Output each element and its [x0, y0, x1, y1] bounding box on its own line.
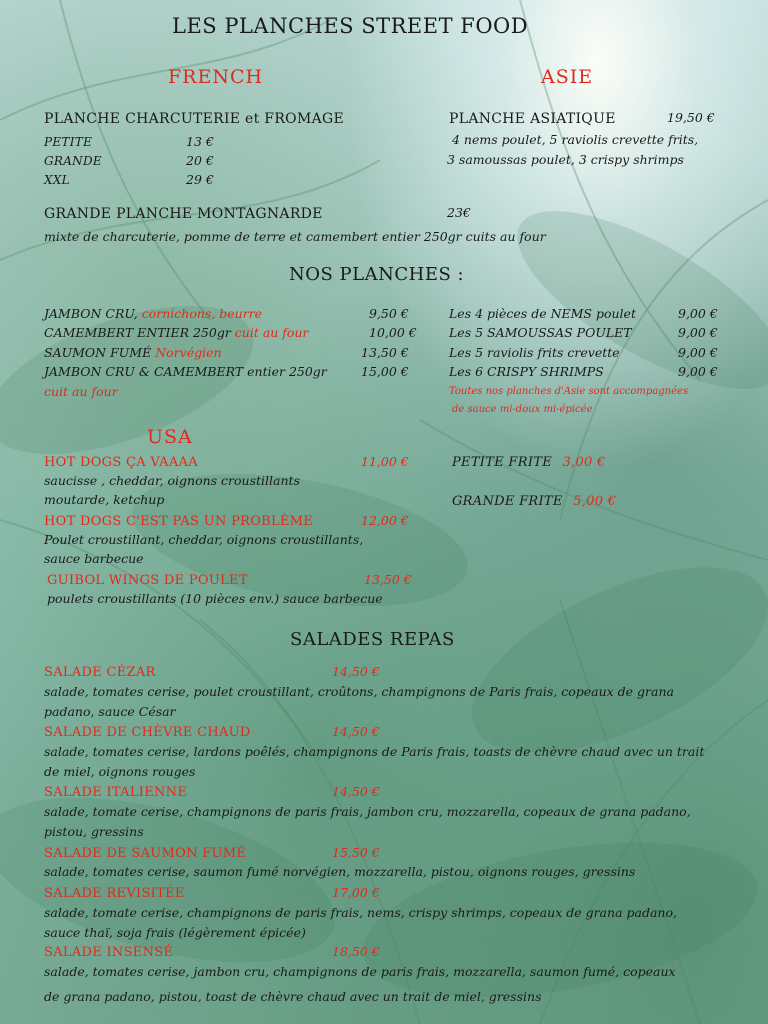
usa-item-name: HOT DOGS C'EST PAS UN PROBLÈME	[44, 514, 314, 529]
planche-item-price: 9,50 €	[369, 306, 409, 321]
planche-item-price: 10,00 €	[369, 325, 417, 340]
usa-item-desc: Poulet croustillant, cheddar, oignons croustillants,	[44, 532, 364, 547]
side-item-name: GRANDE FRITE	[452, 494, 563, 509]
nos-planches-heading: NOS PLANCHES :	[289, 264, 465, 285]
salade-name: SALADE REVISITÉE	[44, 886, 185, 901]
usa-heading: USA	[147, 426, 193, 448]
usa-item-price: 12,00 €	[361, 513, 409, 528]
asie-planche-name: PLANCHE ASIATIQUE	[449, 111, 616, 127]
salade-price: 17,00 €	[332, 885, 380, 900]
usa-item-desc: sauce barbecue	[44, 551, 144, 566]
usa-item-price: 13,50 €	[364, 572, 412, 587]
salade-desc: pistou, gressins	[44, 824, 144, 839]
asian-planche-price: 9,00 €	[678, 306, 718, 321]
salade-desc: de grana padano, pistou, toast de chèvre chaud avec un trait de miel, gressins	[44, 989, 542, 1004]
salade-name: SALADE DE CHÈVRE CHAUD	[44, 725, 251, 740]
salade-desc: salade, tomate cerise, champignons de paris frais, jambon cru, mozzarella, copeaux de grana padano,	[44, 804, 691, 819]
usa-item-desc: saucisse , cheddar, oignons croustillants	[44, 473, 300, 488]
salade-desc: salade, tomates cerise, jambon cru, champignons de paris frais, mozzarella, saumon fumé, copeaux	[44, 964, 676, 979]
planche-item-price: 15,00 €	[361, 364, 409, 379]
side-item-price: 5,00 €	[573, 494, 617, 509]
charcuterie-name: PLANCHE CHARCUTERIE et FROMAGE	[44, 111, 344, 127]
salade-price: 18,50 €	[332, 944, 380, 959]
planche-item-extra: cuit au four	[230, 325, 309, 340]
asian-planche-name: Les 4 pièces de NEMS poulet	[449, 306, 636, 321]
montagnarde-desc: mixte de charcuterie, pomme de terre et camembert entier 250gr cuits au four	[44, 229, 546, 244]
size-price: 20 €	[186, 153, 214, 168]
salade-price: 14,50 €	[332, 784, 380, 799]
planche-item-name: JAMBON CRU,	[44, 306, 138, 321]
asian-planche-name: Les 5 SAMOUSSAS POULET	[449, 325, 632, 340]
planche-item	[44, 366, 327, 379]
planche-item	[44, 327, 309, 340]
montagnarde-price: 23€	[447, 205, 471, 220]
salade-desc: salade, tomates cerise, lardons poêlés, champignons de Paris frais, toasts de chèvre chaud avec un trait	[44, 744, 705, 759]
usa-item-name: GUIBOL WINGS DE POULET	[47, 573, 248, 588]
salade-name: SALADE CÉZAR	[44, 665, 156, 680]
size-label: GRANDE	[44, 154, 102, 168]
side-item-price: 3,00 €	[562, 455, 606, 470]
side-item	[452, 495, 616, 508]
salade-desc: salade, tomate cerise, champignons de paris frais, nems, crispy shrimps, copeaux de grana padano,	[44, 905, 677, 920]
salades-heading: SALADES REPAS	[290, 629, 455, 650]
planche-item	[44, 308, 262, 321]
usa-item-price: 11,00 €	[361, 454, 409, 469]
asie-desc-line-1: 4 nems poulet, 5 raviolis crevette frits,	[452, 132, 699, 147]
french-heading: FRENCH	[168, 66, 264, 88]
asian-planche-price: 9,00 €	[678, 345, 718, 360]
menu-title: LES PLANCHES STREET FOOD	[172, 14, 529, 38]
planche-item-name: SAUMON FUMÉ	[44, 345, 152, 360]
planche-item-price: 13,50 €	[361, 345, 409, 360]
salade-price: 14,50 €	[332, 664, 380, 679]
side-item-name: PETITE FRITE	[452, 455, 553, 470]
salade-name: SALADE DE SAUMON FUMÉ	[44, 846, 247, 861]
size-price: 29 €	[186, 172, 214, 187]
planche-item-name: CAMEMBERT ENTIER 250gr	[44, 325, 231, 340]
usa-item-desc: moutarde, ketchup	[44, 492, 165, 507]
salade-desc: salade, tomates cerise, saumon fumé norvégien, mozzarella, pistou, oignons rouges, gressins	[44, 864, 636, 879]
asie-note-line-1: Toutes nos planches d'Asie sont accompagnées	[449, 386, 689, 397]
asie-heading: ASIE	[541, 66, 594, 88]
asie-note-line-2: de sauce mi-doux mi-épicée	[452, 404, 593, 415]
size-label: PETITE	[44, 135, 93, 149]
montagnarde-name: GRANDE PLANCHE MONTAGNARDE	[44, 206, 323, 222]
usa-item-name: HOT DOGS ÇA VAAAA	[44, 455, 198, 470]
planche-item	[44, 347, 222, 360]
salade-desc: de miel, oignons rouges	[44, 764, 196, 779]
asie-planche-price: 19,50 €	[667, 110, 715, 125]
size-price: 13 €	[186, 134, 214, 149]
planche-item-extra: cornichons, beurre	[137, 306, 263, 321]
salade-name: SALADE ITALIENNE	[44, 785, 188, 800]
size-label: XXL	[44, 173, 70, 187]
salade-price: 14,50 €	[332, 724, 380, 739]
asian-planche-price: 9,00 €	[678, 364, 718, 379]
planche-item-name: JAMBON CRU & CAMEMBERT entier 250gr	[44, 364, 327, 379]
asian-planche-name: Les 5 raviolis frits crevette	[449, 345, 620, 360]
salade-desc: padano, sauce César	[44, 704, 176, 719]
asian-planche-name: Les 6 CRISPY SHRIMPS	[449, 364, 604, 379]
salade-desc: sauce thaï, soja frais (légèrement épicée)	[44, 925, 306, 940]
planche-item-extra: Norvégien	[151, 345, 222, 360]
salade-name: SALADE INSENSÉ	[44, 945, 174, 960]
salade-price: 15,50 €	[332, 845, 380, 860]
planche-item-extra-line: cuit au four	[44, 384, 118, 399]
usa-item-desc: poulets croustillants (10 pièces env.) sauce barbecue	[47, 591, 383, 606]
side-item	[452, 456, 606, 469]
asian-planche-price: 9,00 €	[678, 325, 718, 340]
asie-desc-line-2: 3 samoussas poulet, 3 crispy shrimps	[447, 152, 684, 167]
salade-desc: salade, tomates cerise, poulet croustillant, croûtons, champignons de Paris frais, copeaux de grana	[44, 684, 674, 699]
